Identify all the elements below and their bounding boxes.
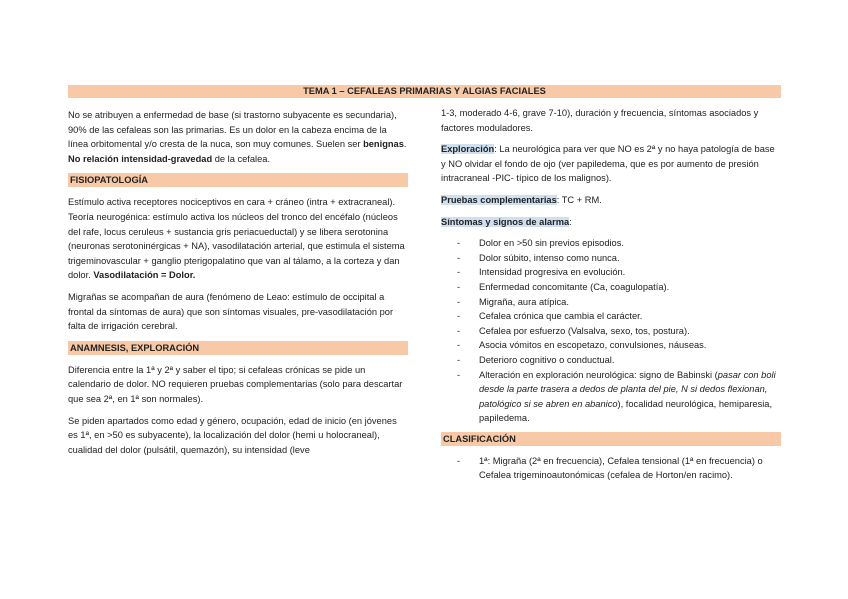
pruebas-text: : TC + RM.: [556, 194, 602, 205]
section-heading-clasificacion: CLASIFICACIÓN: [441, 432, 781, 446]
babinski-text-1: Alteración en exploración neurológica: signo de Babinski (: [479, 369, 718, 380]
sintomas-colon: :: [569, 216, 572, 227]
anamnesis-paragraph-2: Se piden apartados como edad y género, ocupación, edad de inicio (en jóvenes es 1ª, en >50 es subyacente), la localización del dolor (hemi u holocraneal), cualidad del dolor (pulsátil, quemazón), su intensidad (leve: [68, 415, 397, 455]
document-title: TEMA 1 – CEFALEAS PRIMARIAS Y ALGIAS FACIALES: [68, 85, 781, 98]
sintomas-paragraph: [441, 215, 781, 230]
list-item: - Enfermedad concomitante (Ca, coagulopatía).: [441, 280, 781, 295]
alarm-list: [441, 236, 781, 426]
list-item: - Dolor en >50 sin previos episodios.: [441, 236, 781, 251]
list-item: - Migraña, aura atípica.: [441, 295, 781, 310]
list-item: - Cefalea por esfuerzo (Valsalva, sexo, tos, postura).: [441, 324, 781, 339]
babinski-italic: pasar con boli desde la parte trasera a dedos de planta del pie, N si dedos flexionan, patológico si se abren en abanico: [479, 369, 776, 409]
list-item: - Dolor súbito, intenso como nunca.: [441, 251, 781, 266]
babinski-text-2: ), focalidad neurológica, hemiparesia, papiledema.: [479, 398, 773, 424]
section-heading-fisiopatologia: FISIOPATOLOGÍA: [68, 173, 408, 187]
fisio-paragraph-2: Migrañas se acompañan de aura (fenómeno de Leao: estímulo de occipital a frontal da síntomas de aura) que son síntomas visuales, pre-vasodilatación por falta de irrigación cerebral.: [68, 291, 394, 332]
list-item: - Deterioro cognitivo o conductual.: [441, 353, 781, 368]
right-column: [441, 106, 781, 489]
exploracion-text: : La neurológica para ver que NO es 2ª y no haya patología de base y NO olvidar el fondo de ojo (ver papiledema, que es por aumento de presión intracraneal -PIC- típico de los malignos).: [441, 144, 775, 184]
list-item: - Asocia vómitos en escopetazo, convulsiones, náuseas.: [441, 338, 781, 353]
clasificacion-list: [441, 454, 781, 483]
list-item-babinski: [441, 368, 781, 426]
section-heading-anamnesis: ANAMNESIS, EXPLORACIÓN: [68, 341, 408, 355]
fisio-text: Estímulo activa receptores nociceptivos en cara + cráneo (intra + extracraneal). Teoría neurogénica: estímulo activa los núcleos del tronco del encéfalo (núcleos del rafe, locus ceruleus + sustancia gris periacueductal) y se libera serotonina (neuronas serotoninérgicas + NA), vasodilatación arterial, que estimula el sistema trigeminovascular + ganglio pterigopalatino que van al tálamo, a la corteza y dan dolor.: [68, 197, 405, 281]
intro-text-1: No se atribuyen a enfermedad de base (si trastorno subyacente es secundaria), 90% de las cefaleas son las primarias. Es un dolor en la cabeza encima de la línea orbitomental y/o cresta de la nuca, son muy comunes. Suelen ser: [68, 110, 397, 150]
pruebas-paragraph: [441, 193, 781, 208]
intro-text-3: de la cefalea.: [212, 153, 271, 164]
intro-text-2: .: [403, 139, 407, 150]
sintomas-label: Síntomas y signos de alarma: [441, 216, 570, 227]
intro-paragraph: [68, 108, 408, 166]
intro-bold-benignas: benignas: [363, 139, 404, 150]
fisio-bold-vasodilatacion: Vasodilatación = Dolor.: [93, 270, 196, 281]
continuation-paragraph: 1-3, moderado 4-6, grave 7-10), duración y frecuencia, síntomas asociados y factores moduladores.: [441, 108, 759, 133]
list-item: - Cefalea crónica que cambia el carácter.: [441, 309, 781, 324]
anamnesis-paragraph-1: Diferencia entre la 1ª y 2ª y saber el tipo; si cefaleas crónicas se pide un calendario de dolor. NO requieren pruebas complementarias (solo para descartar que sea 2ª, en 1ª son normales).: [68, 364, 403, 404]
exploracion-label: Exploración: [441, 144, 495, 155]
intro-bold-relacion: No relación intensidad-gravedad: [68, 153, 213, 164]
exploracion-paragraph: [441, 142, 781, 186]
fisio-paragraph-1: [68, 195, 408, 283]
pruebas-label: Pruebas complementarias: [441, 194, 557, 205]
left-column: [68, 108, 408, 464]
list-item: - Intensidad progresiva en evolución.: [441, 265, 781, 280]
list-item: - 1ª: Migraña (2ª en frecuencia), Cefalea tensional (1ª en frecuencia) o Cefalea trigeminoautonómicas (cefalea de Horton/en racimo).: [441, 454, 781, 483]
